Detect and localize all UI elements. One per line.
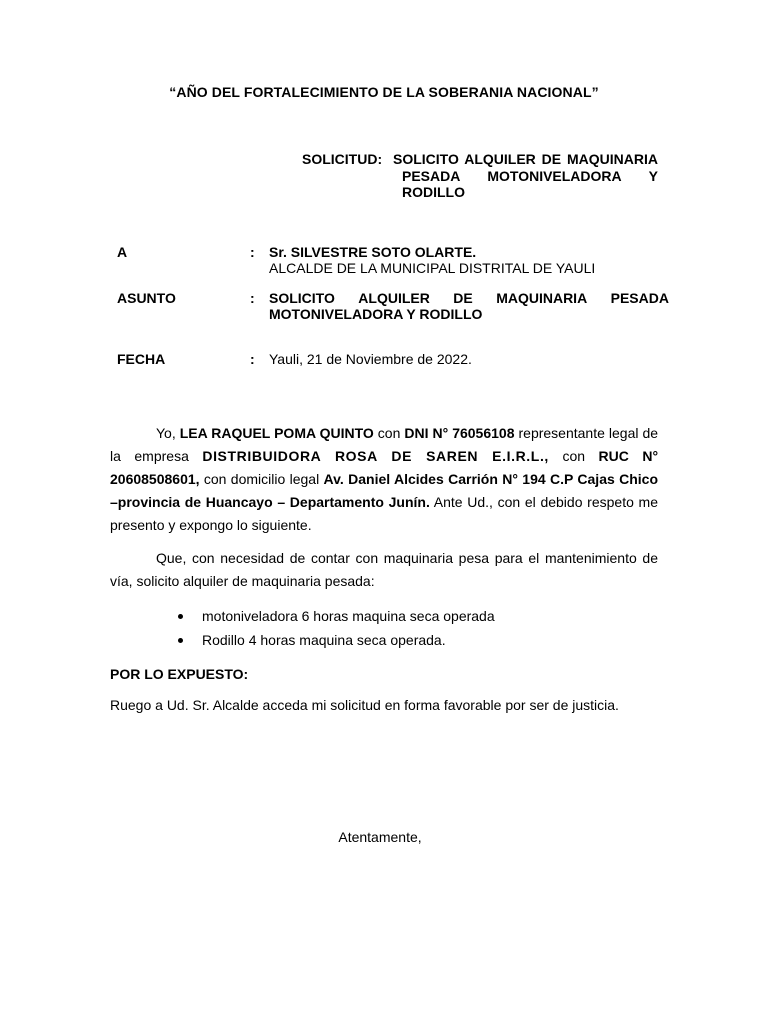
p2-text: Que, con necesidad de contar con maquinaria pesa para el mantenimiento de vía, solicito alquiler de maquinaria pesada: [110,550,658,589]
solicitud-line2-a: PESADA [402,168,461,184]
solicitud-label: SOLICITUD: [302,151,383,167]
field-a-label: A [117,244,128,260]
field-asunto-label: ASUNTO [117,290,176,306]
bullet-text: motoniveladora 6 horas maquina seca operada [202,608,495,624]
solicitud-line-2 [402,168,658,184]
field-fecha-label: FECHA [117,351,166,367]
bullet-icon [178,638,183,643]
solicitud-line2-c: Y [648,168,658,184]
p1-name: LEA RAQUEL POMA QUINTO [179,425,374,441]
solicitud-line-1 [302,151,658,167]
solicitud-line2-b: MOTONIVELADORA [487,168,622,184]
p1-ruc: RUC N° 20608508601, [110,448,659,487]
p1-address: Av. Daniel Alcides Carrión N° 194 C.P Cajas Chico –provincia de Huancayo – Departamento Junín. [110,471,658,510]
bullet-icon [178,614,183,619]
p1-rep: representante legal de la empresa [110,425,659,464]
body-paragraph-2 [110,547,658,593]
recipient-title: ALCALDE DE LA MUNICIPAL DISTRITAL DE YAULI [269,260,596,276]
p1-yo: Yo, [156,425,176,441]
list-item [178,628,658,652]
p1-company: DISTRIBUIDORA ROSA DE SAREN E.I.R.L., [202,448,549,464]
p1-dni: DNI N° 76056108 [404,425,515,441]
field-a-colon: : [250,244,255,260]
list-item [178,604,658,628]
field-a-value [269,244,669,276]
ruego-paragraph: Ruego a Ud. Sr. Alcalde acceda mi solicitud en forma favorable por ser de justicia. [110,697,619,713]
body-paragraph-1 [110,422,658,537]
bullet-list [178,604,658,652]
p1-con: con [377,425,401,441]
p1-end: Ante Ud., con el debido respeto me presento y expongo lo siguiente. [110,494,658,533]
year-title: “AÑO DEL FORTALECIMIENTO DE LA SOBERANIA NACIONAL” [169,84,599,100]
solicitud-block [302,151,658,203]
por-lo-expuesto-heading: POR LO EXPUESTO: [110,666,249,682]
field-fecha-value: Yauli, 21 de Noviembre de 2022. [269,351,472,367]
closing-text: Atentamente, [338,829,422,845]
field-asunto-value [269,290,669,322]
asunto-line-2: MOTONIVELADORA Y RODILLO [269,306,483,322]
asunto-line-1: SOLICITO ALQUILER DE MAQUINARIA PESADA [269,290,669,306]
recipient-name: Sr. SILVESTRE SOTO OLARTE. [269,244,477,260]
field-fecha-colon: : [250,351,255,367]
bullet-text: Rodillo 4 horas maquina seca operada. [202,632,446,648]
p1-con2: con [562,448,586,464]
solicitud-line-3 [402,184,465,200]
field-asunto-colon: : [250,290,255,306]
p1-dom: con domicilio legal [203,471,320,487]
solicitud-line1-text: SOLICITO ALQUILER DE MAQUINARIA [393,151,658,167]
solicitud-line3: RODILLO [402,184,465,200]
